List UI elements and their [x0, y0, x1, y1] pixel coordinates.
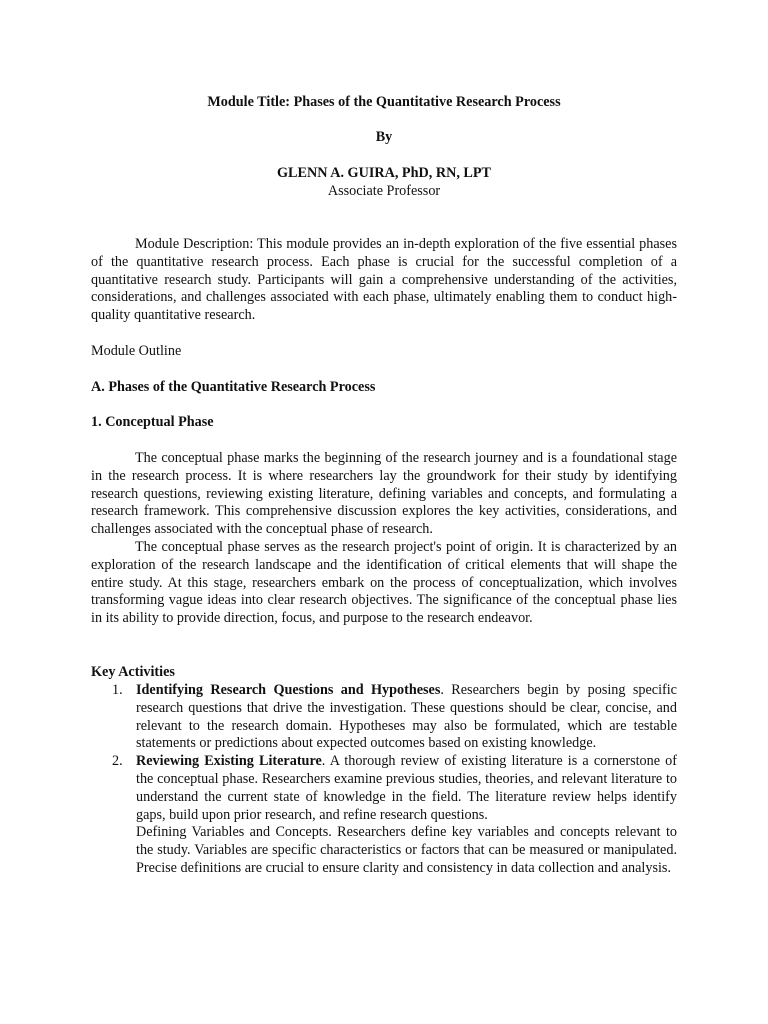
- conceptual-phase-text: [91, 450, 677, 628]
- list-item-number: 1.: [112, 682, 123, 698]
- list-item-title: Identifying Research Questions and Hypotheses: [136, 682, 441, 698]
- list-item: [91, 753, 677, 878]
- module-title: Module Title: Phases of the Quantitative Research Process: [207, 94, 561, 110]
- key-activities-list: [91, 682, 677, 878]
- author-name: GLENN A. GUIRA, PhD, RN, LPT: [276, 165, 492, 181]
- author-position: Associate Professor: [327, 183, 441, 199]
- list-item-continuation: Defining Variables and Concepts. Researchers define key variables and concepts relevant to the study. Variables are specific characteristics or factors that can be measured or manipulated. Precise definitions are crucial to ensure clarity and consistency in data collection and analysis.: [136, 824, 677, 876]
- list-item-text: . Researchers begin by posing specific research questions that drive the investigation. These questions should be clear, concise, and relevant to the research domain. Hypotheses may also be formulated, which are testable statements or predictions about expected outcomes based on existing knowledge.: [136, 682, 677, 752]
- list-item: [91, 682, 677, 753]
- description-paragraph: Module Description: This module provides an in-depth exploration of the five essential phases of the quantitative research process. Each phase is crucial for the successful completion of a quantitative research study. Participants will gain a comprehensive understanding of the activities, considerations, and challenges associated with each phase, ultimately enabling them to conduct high-quality quantitative research.: [91, 236, 677, 324]
- section-a-heading: A. Phases of the Quantitative Research Process: [91, 379, 376, 395]
- list-item-title: Reviewing Existing Literature: [136, 753, 322, 770]
- conceptual-paragraph-2: The conceptual phase serves as the research project's point of origin. It is characterized by an exploration of the research landscape and the identification of critical elements that will shape the entire study. At this stage, researchers embark on the process of conceptualization, which involves transforming vague ideas into clear research objectives. The significance of the conceptual phase lies in its ability to provide direction, focus, and purpose to the research endeavor.: [91, 538, 677, 627]
- outline-label: Module Outline: [91, 343, 182, 359]
- by-line: By: [375, 129, 393, 145]
- list-item-number: 2.: [112, 753, 123, 770]
- list-item-text: . A thorough review of existing literature is a cornerstone of the conceptual phase. Researchers examine previous studies, theories, and relevant literature to understand the current state of knowledge in the field. The literature review helps identify gaps, build upon prior research, and refine research questions.: [136, 753, 677, 823]
- section-1-heading: 1. Conceptual Phase: [91, 414, 214, 430]
- conceptual-paragraph-1: The conceptual phase marks the beginning of the research journey and is a foundational stage in the research process. It is where researchers lay the groundwork for their study by identifying research questions, reviewing existing literature, defining variables and concepts, and formulating a research framework. This comprehensive discussion explores the key activities, considerations, and challenges associated with the conceptual phase of research.: [91, 450, 677, 538]
- module-description: [91, 236, 677, 325]
- key-activities-heading: Key Activities: [91, 664, 175, 680]
